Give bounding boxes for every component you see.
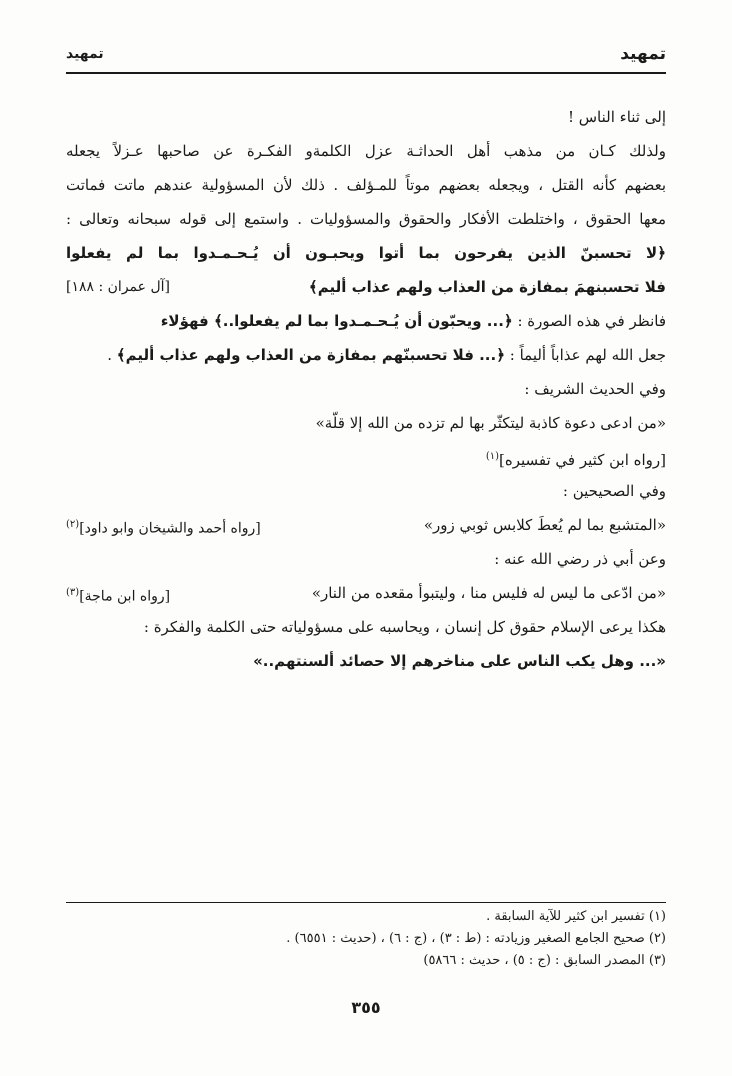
quran-quote: ﴿... ويحبّون أن يُـحـمـدوا بما لم يفعلوا..﴾ فهؤلاء (160, 312, 513, 330)
header-title-right: تمهيد (620, 44, 666, 64)
text-line: إلى ثناء الناس ! (567, 108, 666, 126)
text-line (66, 338, 666, 372)
text-line: هكذا يرعى الإسلام حقوق كل إنسان ، ويحاسبه على مسؤولياته حتى الكلمة والفكرة : (143, 618, 666, 636)
text-line: بعضهم كأنه القتل ، ويجعله بعضهم موتاً للمـؤلف . ذلك لأن المسؤولية عندهم ماتت فماتت (66, 176, 666, 194)
footnote-marker: (٢) (66, 519, 80, 530)
running-header (66, 44, 666, 70)
text-line: وفي الحديث الشريف : (524, 380, 666, 398)
text-line: معها الحقوق ، واختلطت الأفكار والحقوق والمسؤوليات . واستمع إلى قوله سبحانه وتعالى : (66, 210, 666, 228)
hadith-line (66, 508, 666, 542)
hadith-text: «من ادّعى ما ليس له فليس منا ، وليتبوأ مقعده من النار» (311, 584, 666, 602)
hadith-line (66, 576, 666, 610)
text-line (66, 304, 666, 338)
footnotes (66, 906, 666, 972)
footnote-divider (66, 902, 666, 903)
hadith-reference (66, 440, 666, 474)
text-line: وعن أبي ذر رضي الله عنه : (494, 550, 666, 568)
footnote-marker: (١) (485, 451, 499, 462)
reference-text: [رواه ابن كثير في تفسيره] (499, 451, 666, 469)
hadith-line: «... وهل يكب الناس على مناخرهم إلا حصائد ألسنتهم..» (253, 652, 666, 670)
quran-quote: ﴿... فلا تحسبنّهم بمفازة من العذاب ولهم عذاب أليم﴾ (116, 346, 505, 364)
reference-text: [رواه ابن ماجة] (79, 588, 171, 605)
quran-verse-line: ﴿لا تحسبنّ الذين يفرحون بما أتوا ويحبـون أن يُـحـمـدوا بما لم يفعلوا (66, 244, 666, 262)
text-line: وفي الصحيحين : (562, 482, 666, 500)
footnote: (٢) صحيح الجامع الصغير وزيادته : (ط : ٣) ، (ج : ٦) ، (حديث : ٦٥٥١) . (286, 931, 666, 946)
hadith-line: «من ادعى دعوة كاذبة ليتكثّر بها لم تزده من الله إلا قلّة» (315, 414, 666, 432)
reference-text: [رواه أحمد والشيخان وابو داود] (79, 520, 261, 537)
hadith-text: «المتشبع بما لم يُعطَ كلابس ثوبي زور» (423, 516, 666, 534)
header-divider (66, 72, 666, 74)
text-fragment: فانظر في هذه الصورة : (512, 312, 666, 330)
text-fragment: جعل الله لهم عذاباً أليماً : (505, 346, 666, 364)
footnote: (١) تفسير ابن كثير للآية السابقة . (486, 909, 666, 924)
verse-reference: [آل عمران : ١٨٨] (66, 279, 170, 295)
header-title-left: تمهيد (66, 46, 104, 62)
hadith-reference (66, 576, 170, 610)
hadith-reference (66, 508, 261, 542)
page-number: ٣٥٥ (351, 998, 381, 1017)
footnote-marker: (٣) (66, 587, 80, 598)
quran-verse-line (66, 270, 666, 304)
text-line: ولذلك كـان من مذهب أهل الحداثـة عزل الكلمةو الفكـرة عن صاحبها عـزلاً يجعله (66, 142, 666, 160)
quran-verse-text: فلا تحسبنهمَ بمفازة من العذاب ولهم عذاب أليم﴾ (308, 278, 666, 296)
text-fragment: . (107, 346, 117, 364)
page-body (66, 100, 666, 678)
footnote: (٣) المصدر السابق : (ج : ٥) ، حديث : ٥٨٦٦) (423, 953, 666, 968)
